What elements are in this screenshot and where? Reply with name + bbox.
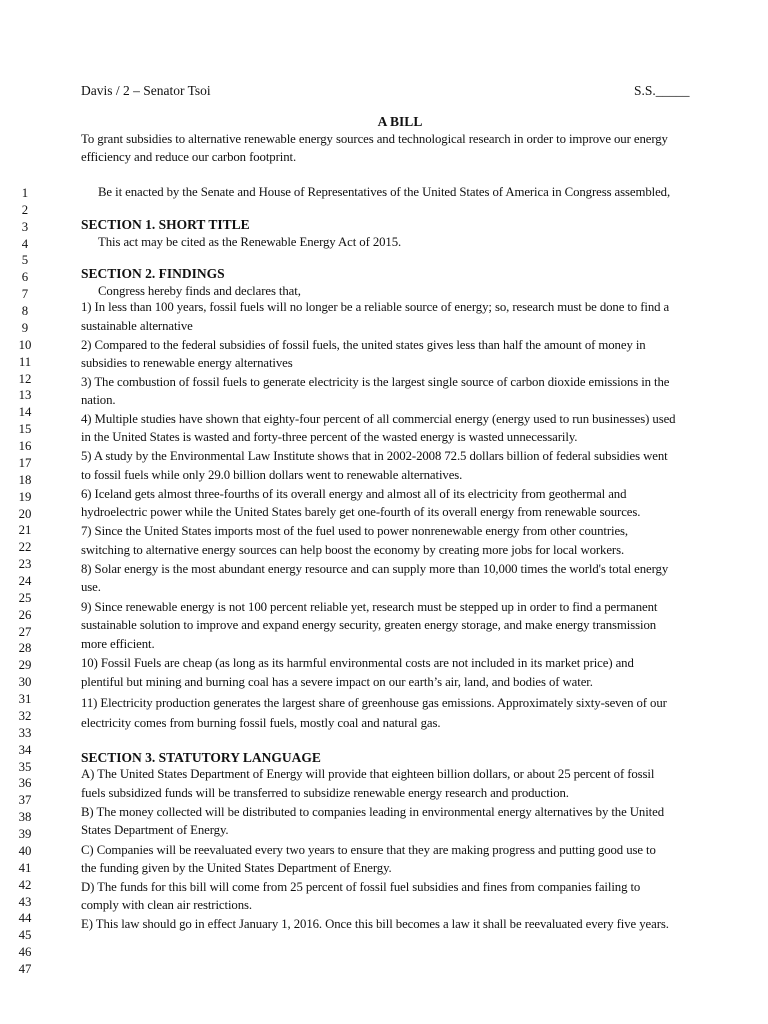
line-number: 12 xyxy=(18,371,32,386)
line-number: 15 xyxy=(18,422,32,437)
findings-line: 4) Multiple studies have shown that eighty-four percent of all commercial energy (energy used to run businesses) used xyxy=(81,412,676,426)
line-number: 43 xyxy=(18,894,32,909)
findings-line: more efficient. xyxy=(81,637,155,651)
line-number: 17 xyxy=(18,455,32,470)
line-number: 10 xyxy=(18,337,32,352)
line-number: 8 xyxy=(21,304,29,319)
statutory-line: comply with clean air restrictions. xyxy=(81,898,252,912)
line-number: 44 xyxy=(18,911,32,926)
line-number: 45 xyxy=(18,928,32,943)
line-number: 27 xyxy=(18,624,32,639)
findings-line: use. xyxy=(81,580,101,594)
findings-line: 7) Since the United States imports most of the fuel used to power nonrenewable energy from other countries, xyxy=(81,524,629,538)
statutory-line: B) The money collected will be distributed to companies leading in environmental energy alternatives by the United xyxy=(81,805,665,819)
header-session: S.S._____ xyxy=(634,83,690,98)
line-number: 23 xyxy=(18,557,32,572)
line-number: 32 xyxy=(18,708,32,723)
line-number: 38 xyxy=(18,810,32,825)
line-number: 14 xyxy=(18,405,32,420)
line-number: 28 xyxy=(18,641,32,656)
line-number: 40 xyxy=(18,843,32,858)
findings-line: switching to alternative energy sources can help boost the economy by creating more jobs for local workers. xyxy=(81,543,625,557)
findings-line: Congress hereby finds and declares that, xyxy=(98,284,301,298)
line-number: 5 xyxy=(21,253,29,268)
line-number: 11 xyxy=(18,354,32,369)
line-number: 20 xyxy=(18,506,32,521)
line-number: 31 xyxy=(18,692,32,707)
header-author: Davis / 2 – Senator Tsoi xyxy=(81,83,211,98)
statutory-line: C) Companies will be reevaluated every two years to ensure that they are making progress and putting good use to xyxy=(81,843,656,857)
bill-title: A BILL xyxy=(377,114,423,129)
line-number: 35 xyxy=(18,759,32,774)
findings-line: 9) Since renewable energy is not 100 percent reliable yet, research must be stepped up in order to find a permanent xyxy=(81,600,658,614)
findings-line: 1) In less than 100 years, fossil fuels will no longer be a reliable source of energy; so, research must be done to find a xyxy=(81,300,670,314)
line-number: 47 xyxy=(18,962,32,977)
line-number: 41 xyxy=(18,860,32,875)
line-number: 6 xyxy=(21,270,29,285)
line-number: 16 xyxy=(18,439,32,454)
findings-line: 2) Compared to the federal subsidies of fossil fuels, the united states gives less than half the amount of money in xyxy=(81,338,646,352)
line-number: 36 xyxy=(18,776,32,791)
findings-line: sustainable solution to improve and expand energy security, greaten energy storage, and make energy transmission xyxy=(81,618,657,632)
findings-line: plentiful but mining and burning coal has a severe impact on our earth’s air, land, and bodies of water. xyxy=(81,675,593,689)
line-number: 42 xyxy=(18,877,32,892)
section-1-heading: SECTION 1. SHORT TITLE xyxy=(81,217,250,232)
findings-line: electricity comes from burning fossil fuels, mostly coal and natural gas. xyxy=(81,716,441,730)
findings-line: 6) Iceland gets almost three-fourths of its overall energy and almost all of its electricity from geothermal and xyxy=(81,487,627,501)
findings-line: 10) Fossil Fuels are cheap (as long as its harmful environmental costs are not included in its market price) and xyxy=(81,656,634,670)
statutory-line: A) The United States Department of Energy will provide that eighteen billion dollars, or about 25 percent of fossil xyxy=(81,767,655,781)
section-3-heading: SECTION 3. STATUTORY LANGUAGE xyxy=(81,750,321,765)
enacting-clause: Be it enacted by the Senate and House of Representatives of the United States of America in Congress assembled, xyxy=(98,185,671,199)
line-number: 26 xyxy=(18,607,32,622)
line-number: 9 xyxy=(21,320,29,335)
line-number: 2 xyxy=(21,202,29,217)
findings-line: sustainable alternative xyxy=(81,319,193,333)
line-number: 37 xyxy=(18,793,32,808)
bill-purpose-line-1: To grant subsidies to alternative renewable energy sources and technological research in order to improve our energy xyxy=(81,132,668,146)
line-number: 18 xyxy=(18,472,32,487)
line-number: 29 xyxy=(18,658,32,673)
findings-line: 8) Solar energy is the most abundant energy resource and can supply more than 10,000 times the world's total energy xyxy=(81,562,669,576)
line-number: 24 xyxy=(18,574,32,588)
findings-line: nation. xyxy=(81,393,116,407)
statutory-line: the funding given by the United States Department of Energy. xyxy=(81,861,392,875)
statutory-line: States Department of Energy. xyxy=(81,823,229,837)
line-number: 1 xyxy=(21,186,29,200)
line-number: 34 xyxy=(18,742,32,757)
line-number: 4 xyxy=(21,236,29,251)
findings-line: in the United States is wasted and forty-three percent of the wasted energy is wasted unnecessarily. xyxy=(81,430,578,444)
statutory-line: fuels subsidized funds will be transferred to subsidize renewable energy research and production. xyxy=(81,786,569,800)
section-2-heading: SECTION 2. FINDINGS xyxy=(81,266,225,281)
findings-line: 3) The combustion of fossil fuels to generate electricity is the largest single source of carbon dioxide emissions in the xyxy=(81,375,670,389)
findings-line: to fossil fuels while only 29.0 billion dollars went to renewable alternatives. xyxy=(81,468,463,482)
line-number: 3 xyxy=(21,219,29,234)
line-number: 19 xyxy=(18,489,32,504)
findings-line: 5) A study by the Environmental Law Institute shows that in 2002-2008 72.5 dollars billion of federal subsidies went xyxy=(81,449,668,463)
findings-line: subsidies to renewable energy alternatives xyxy=(81,356,293,370)
line-number: 13 xyxy=(18,388,32,403)
line-number: 25 xyxy=(18,590,32,605)
line-number: 30 xyxy=(18,675,32,690)
statutory-line: E) This law should go in effect January 1, 2016. Once this bill becomes a law it shall be reevaluated every five years. xyxy=(81,917,669,931)
statutory-line: D) The funds for this bill will come from 25 percent of fossil fuel subsidies and fines from companies failing to xyxy=(81,880,641,894)
line-number: 39 xyxy=(18,827,32,842)
bill-purpose-line-2: efficiency and reduce our carbon footprint. xyxy=(81,150,297,164)
line-number: 21 xyxy=(18,523,32,538)
line-number: 33 xyxy=(18,725,32,740)
findings-line: 11) Electricity production generates the largest share of greenhouse gas emissions. Approximately sixty-seven of our xyxy=(81,696,667,710)
findings-line: hydroelectric power while the United States barely get one-fourth of its overall energy from renewable sources. xyxy=(81,505,641,519)
line-number: 22 xyxy=(18,540,32,555)
section-1-text: This act may be cited as the Renewable Energy Act of 2015. xyxy=(98,235,402,249)
line-number: 7 xyxy=(21,287,29,302)
line-number: 46 xyxy=(18,945,32,960)
